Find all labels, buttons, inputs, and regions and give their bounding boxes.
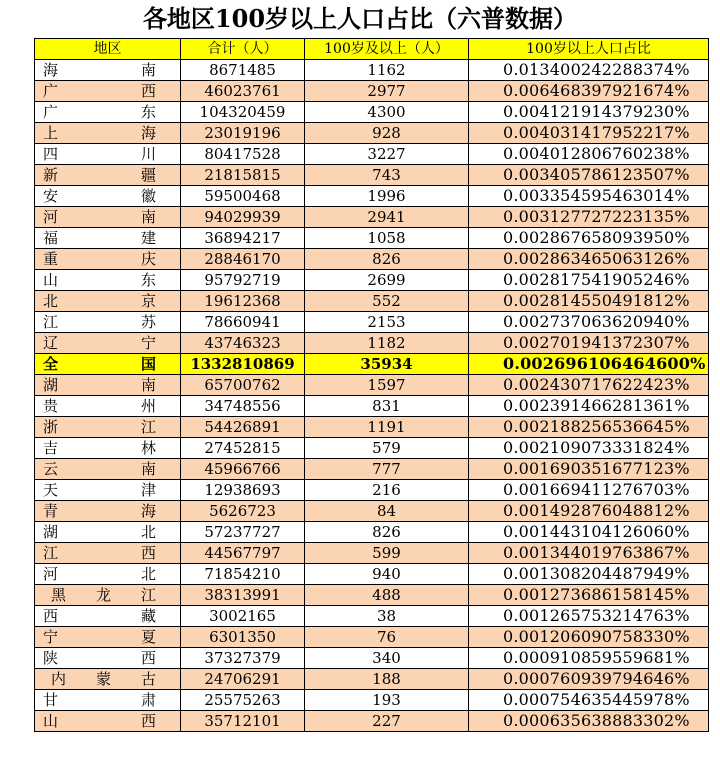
cell-region (35, 522, 181, 543)
cell-centenarians: 35934 (305, 354, 469, 375)
table-row (35, 564, 709, 585)
region-label: 天 津 (43, 481, 156, 499)
region-label: 湖 南 (43, 376, 156, 394)
page-title: 各地区100岁以上人口占比（六普数据） (142, 4, 578, 33)
region-label: 上 海 (43, 124, 156, 142)
cell-region (35, 711, 181, 732)
cell-centenarians: 38 (305, 606, 469, 627)
cell-region (35, 648, 181, 669)
cell-ratio: 0.001690351677123% (469, 459, 709, 480)
cell-total: 35712101 (181, 711, 305, 732)
table-body (35, 60, 709, 732)
cell-ratio: 0.003127727223135% (469, 207, 709, 228)
cell-region (35, 123, 181, 144)
cell-ratio: 0.002817541905246% (469, 270, 709, 291)
cell-centenarians: 84 (305, 501, 469, 522)
table-row (35, 291, 709, 312)
cell-region (35, 102, 181, 123)
cell-ratio: 0.013400242288374% (469, 60, 709, 81)
region-label: 湖 北 (43, 523, 156, 541)
table-row (35, 102, 709, 123)
cell-ratio: 0.001265753214763% (469, 606, 709, 627)
cell-centenarians: 1597 (305, 375, 469, 396)
cell-ratio: 0.001206090758330% (469, 627, 709, 648)
table-row (35, 396, 709, 417)
region-label: 广 东 (43, 103, 156, 121)
cell-region (35, 186, 181, 207)
cell-centenarians: 1162 (305, 60, 469, 81)
cell-centenarians: 488 (305, 585, 469, 606)
region-label: 四 川 (43, 145, 156, 163)
cell-total: 94029939 (181, 207, 305, 228)
cell-centenarians: 777 (305, 459, 469, 480)
region-label: 黑 龙 江 (51, 586, 156, 604)
region-label: 辽 宁 (43, 334, 156, 352)
region-label: 吉 林 (43, 439, 156, 457)
table-row (35, 543, 709, 564)
region-label: 青 海 (43, 502, 156, 520)
cell-ratio: 0.002188256536645% (469, 417, 709, 438)
table-row (35, 81, 709, 102)
region-label: 河 北 (43, 565, 156, 583)
table-row (35, 165, 709, 186)
table-row-national (35, 354, 709, 375)
cell-total: 5626723 (181, 501, 305, 522)
table-row (35, 249, 709, 270)
cell-centenarians: 1058 (305, 228, 469, 249)
cell-total: 6301350 (181, 627, 305, 648)
region-label: 福 建 (43, 229, 156, 247)
cell-centenarians: 216 (305, 480, 469, 501)
cell-region (35, 81, 181, 102)
cell-total: 27452815 (181, 438, 305, 459)
table-row (35, 711, 709, 732)
cell-region (35, 354, 181, 375)
cell-ratio: 0.002814550491812% (469, 291, 709, 312)
cell-region (35, 249, 181, 270)
cell-ratio: 0.000760939794646% (469, 669, 709, 690)
cell-region (35, 564, 181, 585)
cell-ratio: 0.004012806760238% (469, 144, 709, 165)
cell-centenarians: 928 (305, 123, 469, 144)
cell-region (35, 375, 181, 396)
cell-centenarians: 2977 (305, 81, 469, 102)
region-label: 内 蒙 古 (51, 670, 156, 688)
region-label: 山 东 (43, 271, 156, 289)
cell-region (35, 207, 181, 228)
table-row (35, 459, 709, 480)
cell-ratio: 0.001273686158145% (469, 585, 709, 606)
cell-ratio: 0.002863465063126% (469, 249, 709, 270)
cell-region (35, 690, 181, 711)
cell-total: 57237727 (181, 522, 305, 543)
header-centenarians: 100岁及以上（人） (305, 39, 469, 60)
region-label: 云 南 (43, 460, 156, 478)
table-row (35, 606, 709, 627)
cell-total: 34748556 (181, 396, 305, 417)
cell-ratio: 0.002109073331824% (469, 438, 709, 459)
cell-centenarians: 743 (305, 165, 469, 186)
cell-ratio: 0.001443104126060% (469, 522, 709, 543)
cell-ratio: 0.001344019763867% (469, 543, 709, 564)
region-label: 西 藏 (43, 607, 156, 625)
cell-region (35, 228, 181, 249)
cell-centenarians: 552 (305, 291, 469, 312)
cell-centenarians: 826 (305, 249, 469, 270)
region-label: 海 南 (43, 61, 156, 79)
cell-region (35, 627, 181, 648)
cell-centenarians: 579 (305, 438, 469, 459)
table-row (35, 228, 709, 249)
cell-total: 1332810869 (181, 354, 305, 375)
cell-centenarians: 188 (305, 669, 469, 690)
region-label: 浙 江 (43, 418, 156, 436)
cell-total: 3002165 (181, 606, 305, 627)
cell-total: 80417528 (181, 144, 305, 165)
cell-region (35, 438, 181, 459)
cell-centenarians: 831 (305, 396, 469, 417)
cell-centenarians: 599 (305, 543, 469, 564)
centenarian-table (34, 38, 709, 732)
cell-centenarians: 340 (305, 648, 469, 669)
cell-total: 23019196 (181, 123, 305, 144)
cell-total: 46023761 (181, 81, 305, 102)
table-row (35, 522, 709, 543)
region-label: 江 苏 (43, 313, 156, 331)
cell-region (35, 417, 181, 438)
header-total: 合计（人） (181, 39, 305, 60)
cell-region (35, 606, 181, 627)
cell-total: 25575263 (181, 690, 305, 711)
table-row (35, 690, 709, 711)
cell-total: 12938693 (181, 480, 305, 501)
region-label: 北 京 (43, 292, 156, 310)
table-row (35, 648, 709, 669)
table-row (35, 501, 709, 522)
cell-total: 37327379 (181, 648, 305, 669)
cell-ratio: 0.002737063620940% (469, 312, 709, 333)
table-row (35, 144, 709, 165)
cell-region (35, 543, 181, 564)
cell-ratio: 0.002391466281361% (469, 396, 709, 417)
cell-region (35, 480, 181, 501)
header-ratio: 100岁以上人口占比 (469, 39, 709, 60)
cell-region (35, 165, 181, 186)
cell-region (35, 669, 181, 690)
cell-total: 65700762 (181, 375, 305, 396)
cell-ratio: 0.006468397921674% (469, 81, 709, 102)
cell-total: 28846170 (181, 249, 305, 270)
cell-ratio: 0.004121914379230% (469, 102, 709, 123)
cell-centenarians: 4300 (305, 102, 469, 123)
cell-total: 44567797 (181, 543, 305, 564)
table-row (35, 585, 709, 606)
cell-ratio: 0.000910859559681% (469, 648, 709, 669)
cell-ratio: 0.001492876048812% (469, 501, 709, 522)
cell-ratio: 0.003354595463014% (469, 186, 709, 207)
cell-total: 38313991 (181, 585, 305, 606)
cell-ratio: 0.002430717622423% (469, 375, 709, 396)
table-row (35, 375, 709, 396)
cell-centenarians: 826 (305, 522, 469, 543)
region-label: 安 徽 (43, 187, 156, 205)
region-label: 甘 肃 (43, 691, 156, 709)
cell-centenarians: 76 (305, 627, 469, 648)
region-label: 宁 夏 (43, 628, 156, 646)
cell-region (35, 396, 181, 417)
cell-ratio: 0.004031417952217% (469, 123, 709, 144)
table-row (35, 312, 709, 333)
cell-centenarians: 2153 (305, 312, 469, 333)
cell-ratio: 0.003405786123507% (469, 165, 709, 186)
cell-total: 104320459 (181, 102, 305, 123)
cell-region (35, 312, 181, 333)
cell-centenarians: 940 (305, 564, 469, 585)
table-row (35, 333, 709, 354)
cell-region (35, 291, 181, 312)
cell-centenarians: 2699 (305, 270, 469, 291)
cell-total: 36894217 (181, 228, 305, 249)
cell-total: 78660941 (181, 312, 305, 333)
region-label: 贵 州 (43, 397, 156, 415)
cell-total: 21815815 (181, 165, 305, 186)
cell-centenarians: 1996 (305, 186, 469, 207)
table-row (35, 627, 709, 648)
header-region: 地区 (35, 39, 181, 60)
table-row (35, 669, 709, 690)
cell-region (35, 144, 181, 165)
cell-ratio: 0.000635638883302% (469, 711, 709, 732)
region-label: 山 西 (43, 712, 156, 730)
cell-total: 19612368 (181, 291, 305, 312)
cell-total: 24706291 (181, 669, 305, 690)
table-row (35, 270, 709, 291)
cell-centenarians: 1182 (305, 333, 469, 354)
cell-centenarians: 3227 (305, 144, 469, 165)
cell-total: 54426891 (181, 417, 305, 438)
cell-centenarians: 193 (305, 690, 469, 711)
cell-total: 59500468 (181, 186, 305, 207)
cell-region (35, 459, 181, 480)
cell-region (35, 585, 181, 606)
region-label: 江 西 (43, 544, 156, 562)
region-label: 新 疆 (43, 166, 156, 184)
cell-total: 71854210 (181, 564, 305, 585)
region-label: 全 国 (43, 355, 156, 373)
cell-region (35, 270, 181, 291)
cell-centenarians: 227 (305, 711, 469, 732)
region-label: 河 南 (43, 208, 156, 226)
table-row (35, 186, 709, 207)
cell-region (35, 60, 181, 81)
cell-ratio: 0.002867658093950% (469, 228, 709, 249)
region-label: 陕 西 (43, 649, 156, 667)
cell-region (35, 501, 181, 522)
cell-region (35, 333, 181, 354)
table-row (35, 60, 709, 81)
cell-ratio: 0.002696106464600% (469, 354, 709, 375)
cell-total: 45966766 (181, 459, 305, 480)
cell-total: 8671485 (181, 60, 305, 81)
header-row (35, 39, 709, 60)
cell-ratio: 0.001669411276703% (469, 480, 709, 501)
cell-ratio: 0.000754635445978% (469, 690, 709, 711)
cell-ratio: 0.002701941372307% (469, 333, 709, 354)
table-row (35, 417, 709, 438)
cell-centenarians: 2941 (305, 207, 469, 228)
table-row (35, 207, 709, 228)
table-row (35, 123, 709, 144)
cell-ratio: 0.001308204487949% (469, 564, 709, 585)
cell-total: 43746323 (181, 333, 305, 354)
region-label: 广 西 (43, 82, 156, 100)
table-row (35, 438, 709, 459)
region-label: 重 庆 (43, 250, 156, 268)
table-row (35, 480, 709, 501)
cell-centenarians: 1191 (305, 417, 469, 438)
cell-total: 95792719 (181, 270, 305, 291)
